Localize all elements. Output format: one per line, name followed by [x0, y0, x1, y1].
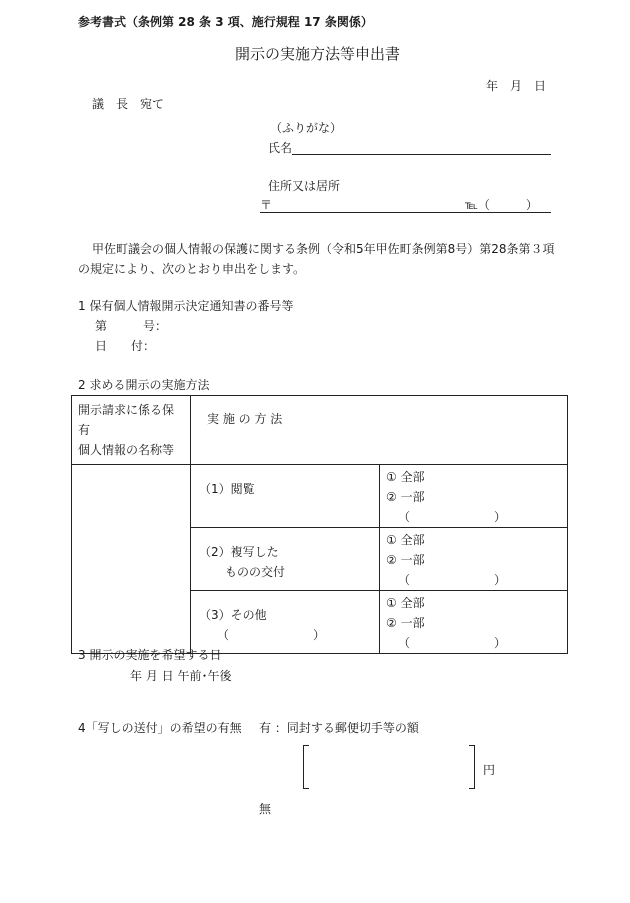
postal-mark: 〒 — [260, 198, 273, 212]
desired-date-field: 年 月 日 午前･午後 — [130, 669, 232, 683]
info-name-cell[interactable] — [72, 465, 191, 654]
send-copy-no-option[interactable]: 無 — [259, 802, 272, 816]
section-1-heading: 1 保有個人情報開示決定通知書の番号等 — [78, 299, 294, 313]
send-copy-yes-option[interactable]: 有 ：同封する郵便切手等の額 — [259, 721, 419, 735]
info-name-header-line1: 開示請求に係る保有 — [78, 403, 175, 437]
option-all[interactable]: ① 全部 — [386, 533, 425, 547]
section-4-heading: 4「写しの送付」の希望の有無 — [78, 721, 242, 735]
address-underline — [260, 212, 551, 213]
method-other-label: （3）その他 — [199, 608, 267, 622]
stamp-amount-bracket-right — [469, 745, 475, 789]
option-partial[interactable]: ② 一部 — [386, 616, 425, 630]
stamp-amount-bracket-left — [303, 745, 309, 789]
info-name-header — [72, 396, 191, 465]
method-inspection-cell — [191, 465, 380, 528]
furigana-label: （ふりがな） — [270, 121, 343, 135]
scope-options-cell — [380, 465, 568, 528]
method-copy-label-2: ものの交付 — [225, 565, 286, 579]
option-all[interactable]: ① 全部 — [386, 470, 425, 484]
option-partial-detail[interactable]: （ ） — [398, 573, 507, 587]
notice-number-label: 第 号： — [95, 319, 168, 333]
intro-line-1: 甲佐町議会の個人情報の保護に関する条例（令和5年甲佐町条例第8号）第28条第３項 — [92, 242, 555, 256]
name-underline — [292, 154, 551, 155]
option-partial-detail[interactable]: （ ） — [398, 510, 507, 524]
section-2-heading: 2 求める開示の実施方法 — [78, 378, 210, 392]
method-copy-label: （2）複写した — [199, 545, 279, 559]
option-partial[interactable]: ② 一部 — [386, 490, 425, 504]
method-copy-delivery-cell — [191, 528, 380, 591]
option-all[interactable]: ① 全部 — [386, 596, 425, 610]
yen-unit: 円 — [483, 763, 496, 777]
scope-options-cell — [380, 528, 568, 591]
name-label: 氏名 — [268, 141, 293, 155]
intro-line-2: の規定により、次のとおり申出をします。 — [78, 262, 306, 276]
document-title: 開示の実施方法等申出書 — [235, 45, 401, 63]
method-inspection-label: （1）閲覧 — [199, 482, 255, 496]
telephone-field: ℡（ ） — [465, 198, 538, 212]
address-label: 住所又は居所 — [268, 179, 341, 193]
date-field: 年 月 日 — [486, 79, 547, 93]
scope-options-cell — [380, 591, 568, 654]
notice-date-label: 日 付： — [95, 339, 156, 353]
disclosure-method-table — [71, 395, 568, 654]
info-name-header-line2: 個人情報の名称等 — [78, 443, 175, 457]
method-other-detail[interactable]: （ ） — [217, 628, 326, 642]
method-header: 実 施 の 方 法 — [191, 396, 568, 465]
reference-form-note: 参考書式（条例第 28 条 3 項、施行規程 17 条関係） — [78, 15, 373, 29]
addressee: 議 長 宛て — [92, 97, 165, 111]
section-3-heading: 3 開示の実施を希望する日 — [78, 648, 222, 662]
method-other-cell — [191, 591, 380, 654]
option-partial-detail[interactable]: （ ） — [398, 636, 507, 650]
option-partial[interactable]: ② 一部 — [386, 553, 425, 567]
